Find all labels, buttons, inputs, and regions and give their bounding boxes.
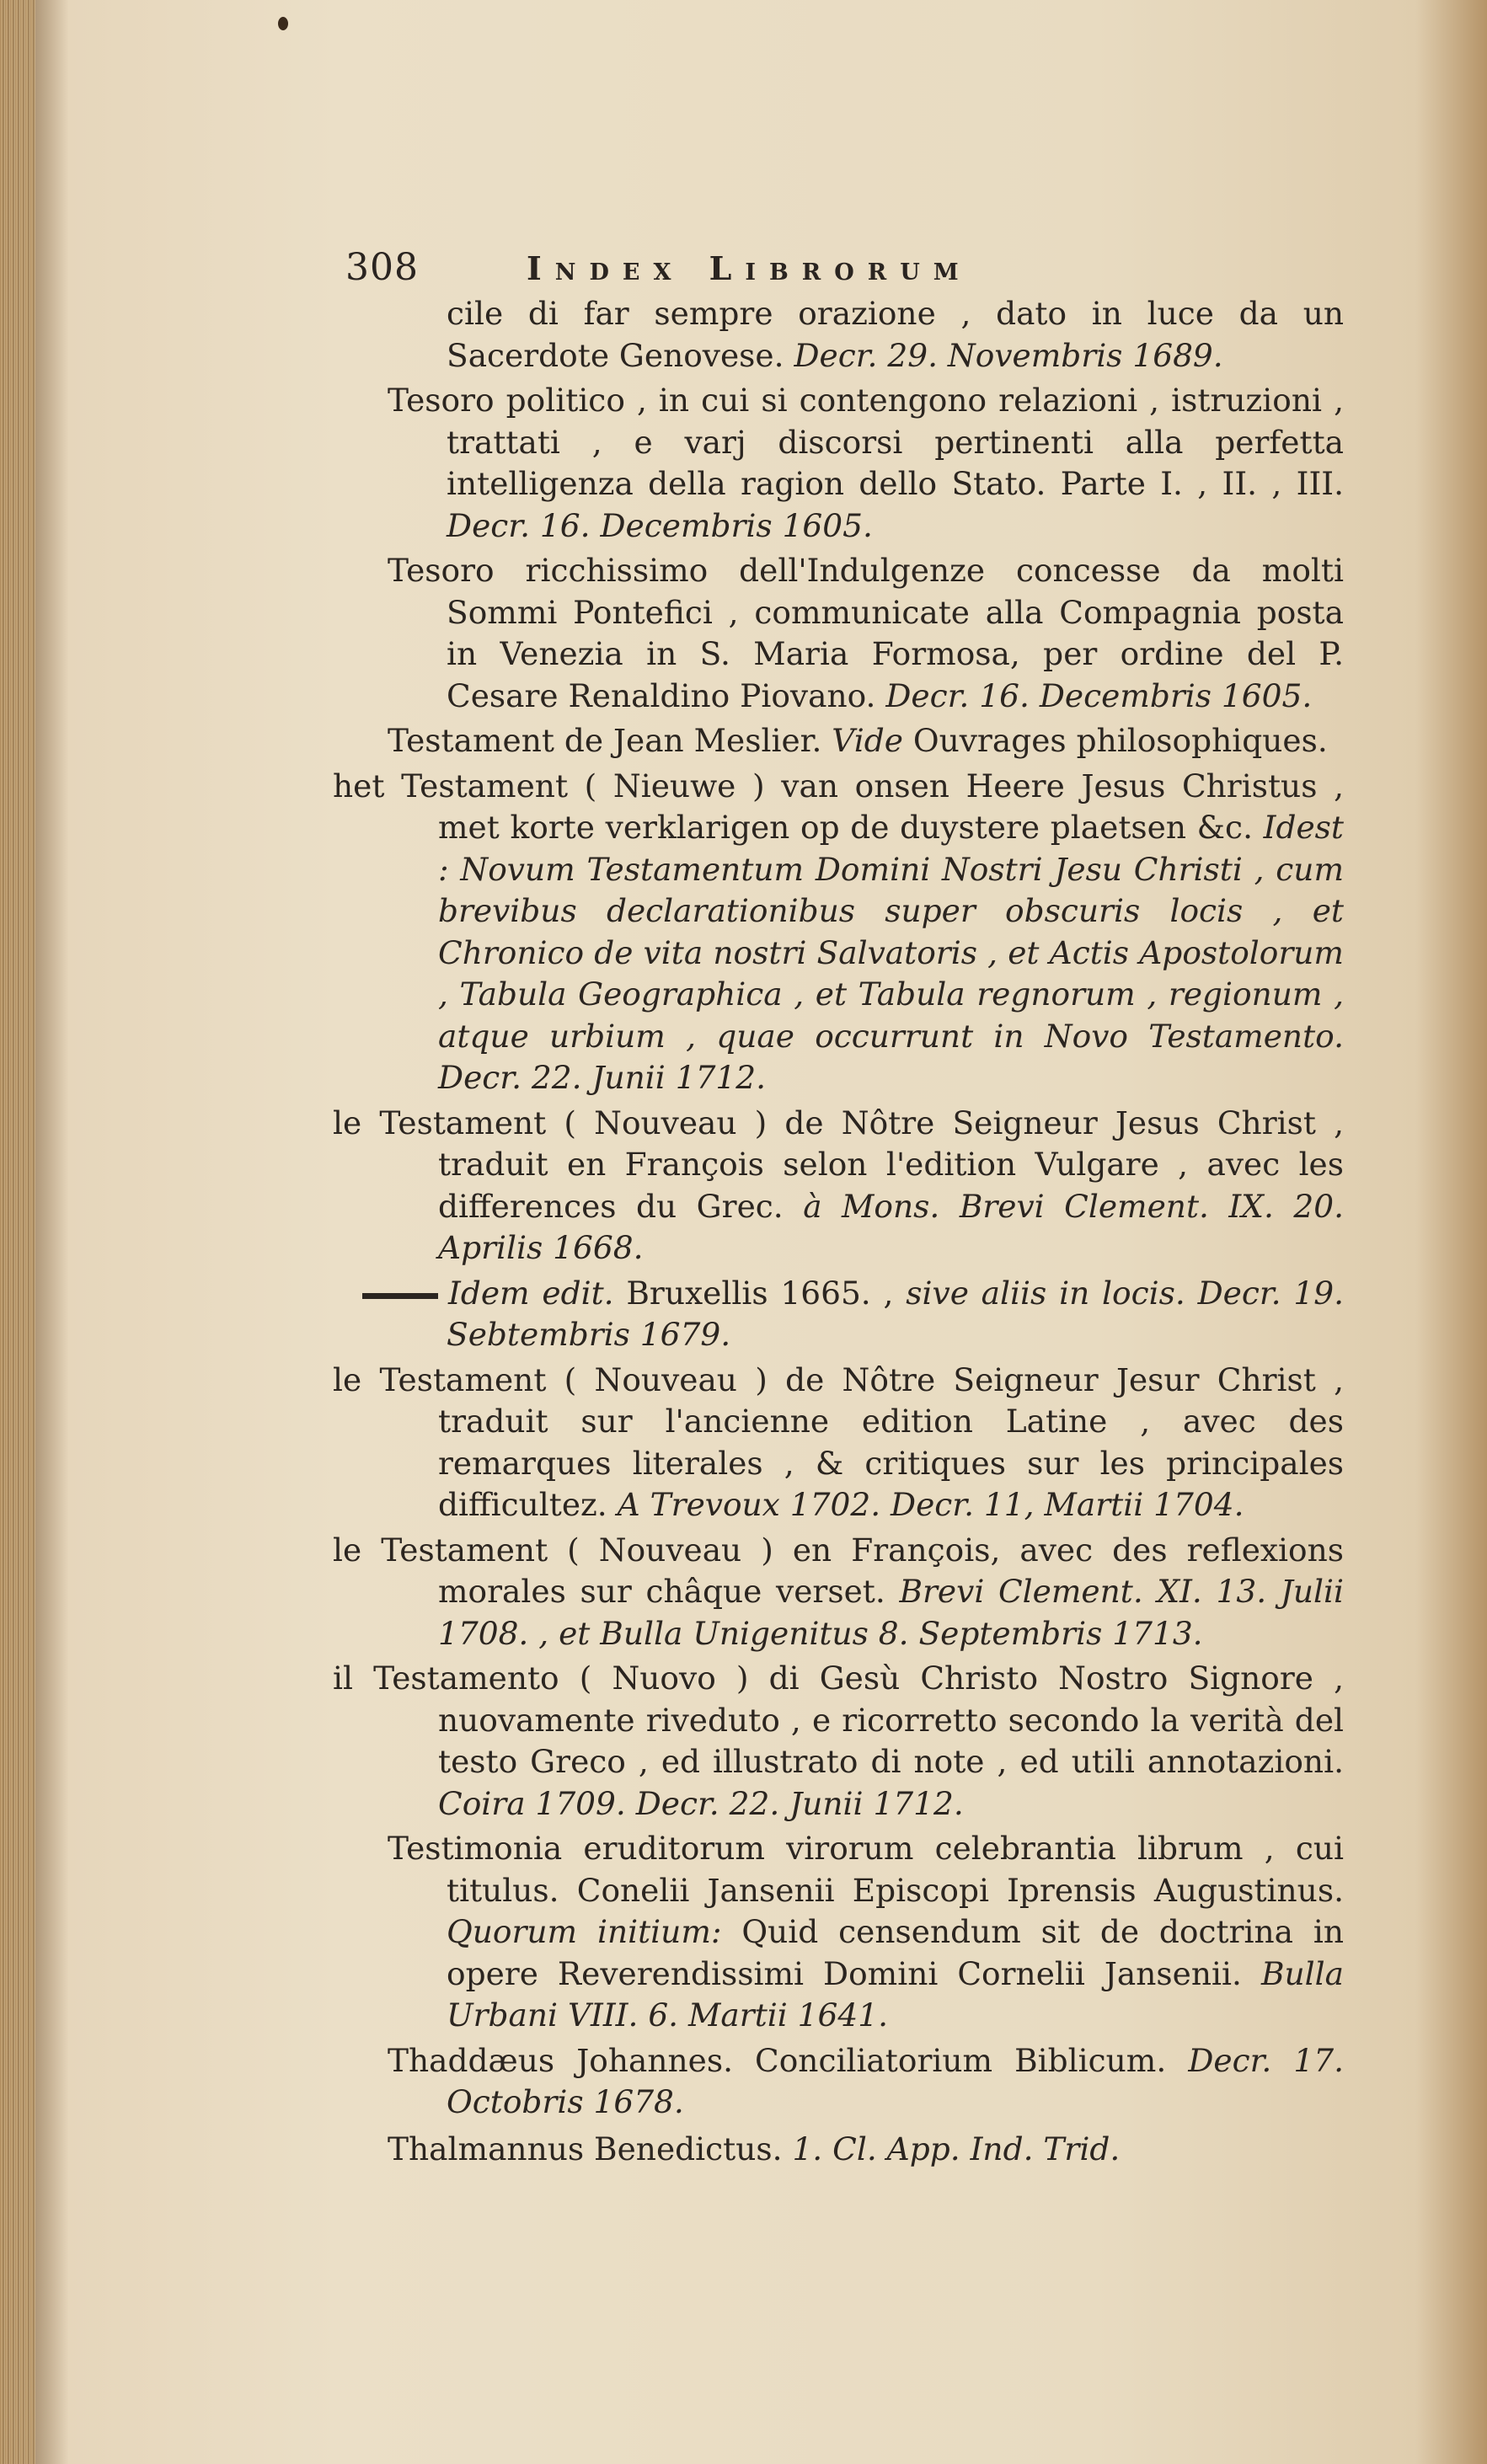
index-entry: het Testament ( Nieuwe ) van onsen Heere Jesus Christus , met korte verklarigen op de duystere plaetsen &c. Idest : Novum Testamentum Domini Nostri Jesu Christi , cum brevibus declarationibus super obscuris locis , et Chronico de vita nostri Salvatoris , et Actis Apostolorum , Tabula Geographica , et Tabula regnorum , regionum , atque urbium , quae occurrunt in Novo Testamento. Decr. 22. Junii 1712. [333, 767, 1344, 1096]
index-entry: le Testament ( Nouveau ) en François, avec des reflexions morales sur châque verset. Brevi Clement. XI. 13. Julii 1708. , et Bulla Unigenitus 8. Septembris 1713. [333, 1531, 1345, 1652]
index-entry: le Testament ( Nouveau ) de Nôtre Seigneur Jesur Christ , traduit sur l'ancienne edition Latine , avec des remarques literales , & critiques sur les principales difficultez. A Trevoux 1702. Decr. 11, Martii 1704. [333, 1360, 1345, 1523]
index-entry: Testimonia eruditorum virorum celebrantia librum , cui titulus. Conelii Jansenii Episcopi Iprensis Augustinus. Quorum initium: Quid censendum sit de doctrina in opere Reverendissimi Domini Cornelii Jansenii. Bulla Urbani VIII. 6. Martii 1641. [388, 1830, 1345, 2034]
index-entry: il Testamento ( Nuovo ) di Gesù Christo Nostro Signore , nuovamente riveduto , e ricorretto secondo la verità del testo Greco , ed illustrato di note , ed utili annotazioni. Coira 1709. Decr. 22. Junii 1712. [333, 1660, 1345, 1822]
running-title: Index Librorum [527, 249, 972, 287]
index-entry: le Testament ( Nouveau ) de Nôtre Seigneur Jesus Christ , traduit en François selon l'edition Vulgare , avec les differences du Grec. à Mons. Brevi Clement. IX. 20. Aprilis 1668. [333, 1104, 1344, 1266]
index-entry: Thalmannus Benedictus. 1. Cl. App. Ind. Trid. [388, 2130, 1121, 2167]
index-entry: Thaddæus Johannes. Conciliatorium Biblicum. Decr. 17. Octobris 1678. [388, 2041, 1344, 2120]
gutter-shadow [35, 0, 69, 2464]
index-entry: cile di far sempre orazione , dato in luce da un Sacerdote Genovese. Decr. 29. Novembris 1689. [447, 295, 1344, 374]
index-entries [333, 293, 1344, 2173]
page-number: 308 [345, 246, 419, 289]
running-header [345, 246, 1104, 297]
index-entry: Tesoro politico , in cui si contengono relazioni , istruzioni , trattati , e varj discorsi pertinenti alla perfetta intelligenza della ragion dello Stato. Parte I. , II. , III. Decr. 16. Decembris 1605. [388, 382, 1344, 544]
page-gutter [0, 0, 35, 2464]
ditto-rule [362, 1293, 438, 1299]
index-entry: Testament de Jean Meslier. Vide Ouvrages philosophiques. [388, 722, 1328, 759]
index-entry: Idem edit. Bruxellis 1665. , sive aliis in locis. Decr. 19. Sebtembris 1679. [333, 1273, 1344, 1356]
index-entry: Tesoro ricchissimo dell'Indulgenze concesse da molti Sommi Pontefici , communicate alla Compagnia posta in Venezia in S. Maria Formosa, per ordine del P. Cesare Renaldino Piovano. Decr. 16. Decembris 1605. [388, 552, 1344, 714]
ink-spot [278, 17, 288, 30]
